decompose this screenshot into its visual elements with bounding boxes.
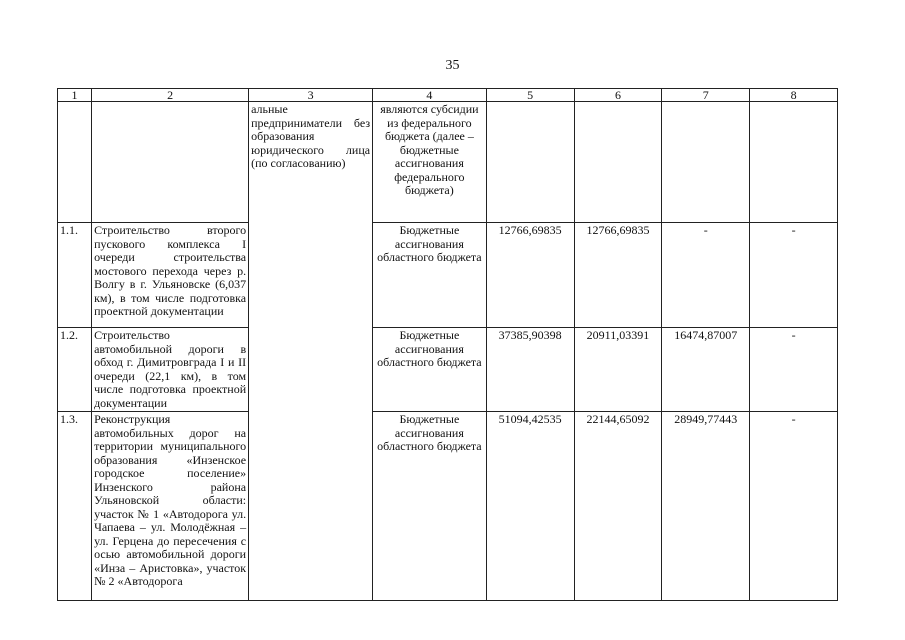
cell-col8 [750,102,838,223]
cell-name: Реконструкция автомобильных дорог на территории муниципального образования «Инзенское городское поселение» Инзенского района Ульяновской области: участок № 1 «Автодорога ул. Чапаева – ул. Молодёжная – ул. Герцена до пересечения с осью автомобильной дороги «Инза – Аристовка», участок № 2 «Автодорога [92,412,249,601]
header-col-7: 7 [662,89,750,102]
cell-col8: - [750,223,838,328]
cell-name [92,102,249,223]
cell-num: 1.3. [58,412,92,601]
cell-num: 1.2. [58,328,92,412]
cell-name: Строительство второго пускового комплекса I очереди строительства мостового перехода через р. Волгу в г. Ульяновске (6,037 км), в том числе подготовка проектной документации [92,223,249,328]
cell-source: Бюджетные ассигнования областного бюджета [373,328,487,412]
cell-source: Бюджетные ассигнования областного бюджета [373,223,487,328]
cell-col6: 20911,03391 [574,328,662,412]
header-col-5: 5 [486,89,574,102]
cell-name: Строительство автомобильной дороги в обход г. Димитровграда I и II очереди (22,1 км), в том числе подготовка проектной документации [92,328,249,412]
table-row-continuation [58,102,838,223]
table-row [58,412,838,601]
header-col-1: 1 [58,89,92,102]
cell-col8: - [750,412,838,601]
cell-executor: альные предприниматели без образования юридического лица (по согласованию) [249,102,373,601]
header-col-3: 3 [249,89,373,102]
cell-col5: 51094,42535 [486,412,574,601]
cell-col6: 22144,65092 [574,412,662,601]
cell-num: 1.1. [58,223,92,328]
cell-col5: 12766,69835 [486,223,574,328]
table-row [58,328,838,412]
header-col-8: 8 [750,89,838,102]
cell-source: Бюджетные ассигнования областного бюджета [373,412,487,601]
header-col-4: 4 [373,89,487,102]
cell-col6: 12766,69835 [574,223,662,328]
table-row [58,223,838,328]
header-row [58,89,838,102]
cell-col8: - [750,328,838,412]
cell-source: являются субсидии из федерального бюджета (далее – бюджетные ассигнования федерального бюджета) [373,102,487,223]
program-table [57,88,838,601]
cell-col5: 37385,90398 [486,328,574,412]
cell-col7 [662,102,750,223]
cell-col5 [486,102,574,223]
header-col-2: 2 [92,89,249,102]
cell-num [58,102,92,223]
cell-col6 [574,102,662,223]
header-col-6: 6 [574,89,662,102]
page-number: 35 [445,58,460,73]
cell-col7: - [662,223,750,328]
cell-col7: 28949,77443 [662,412,750,601]
cell-col7: 16474,87007 [662,328,750,412]
